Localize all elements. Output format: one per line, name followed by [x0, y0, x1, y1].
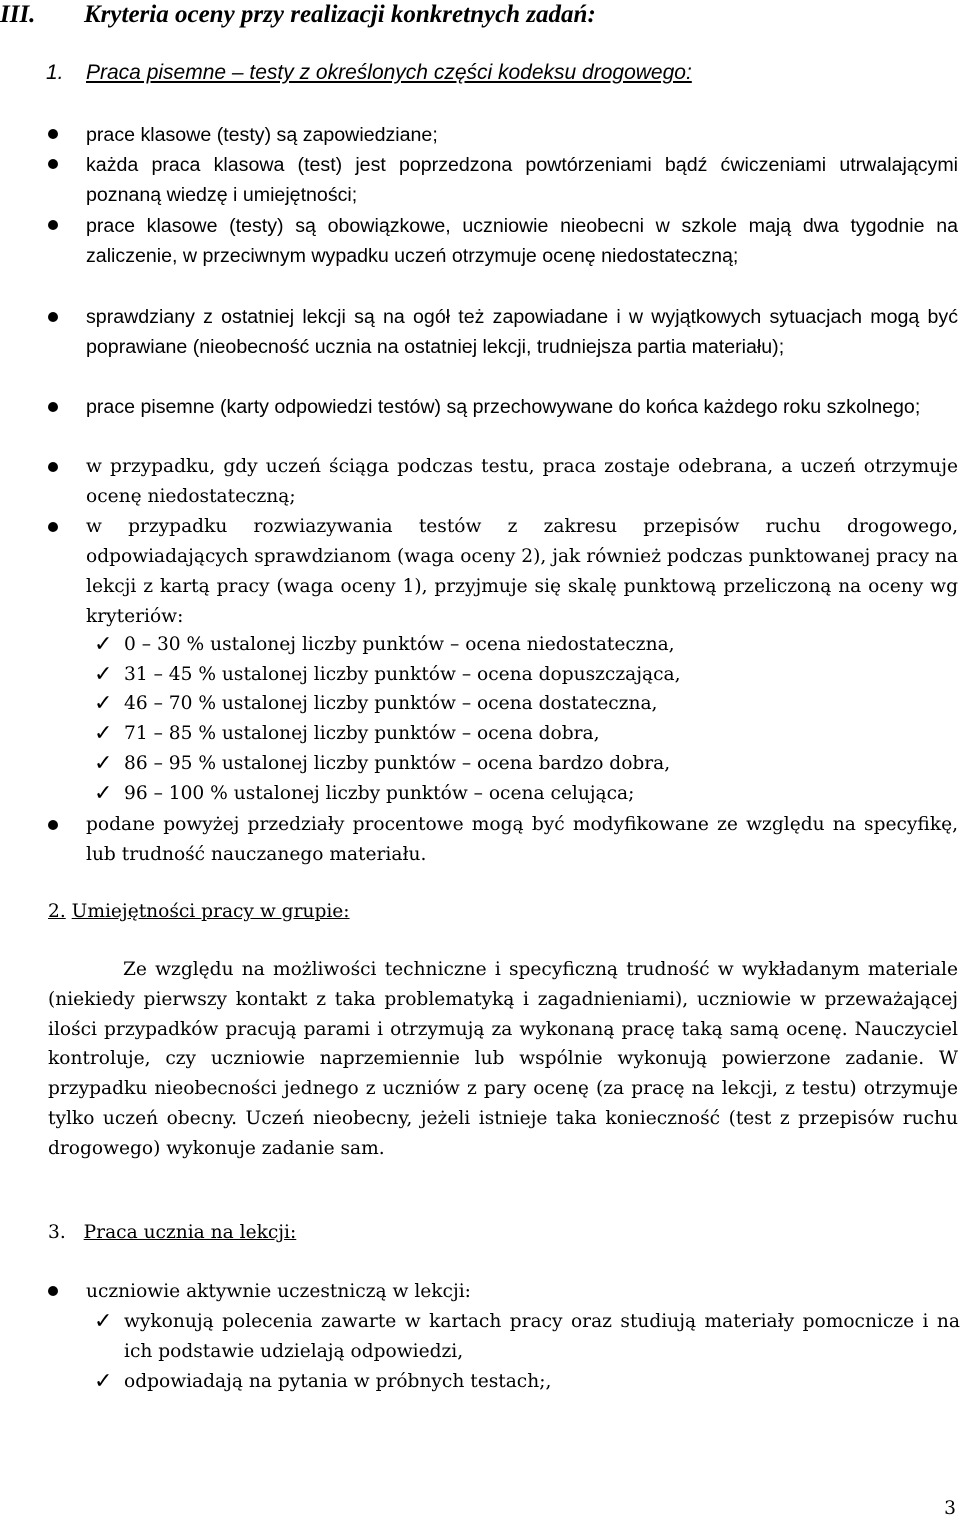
check-item: wykonują polecenia zawarte w kartach pracy oraz studiują materiały pomocnicze i na ich podstawie udzielają odpowiedzi,: [124, 1311, 960, 1362]
grade-item: 96 – 100 % ustalonej liczby punktów – ocena celująca;: [124, 783, 635, 804]
check-icon: ✓: [94, 691, 113, 716]
list-item: podane powyżej przedziały procentowe mogą być modyfikowane ze względu na specyfikę, lub trudność nauczanego materiału.: [86, 814, 958, 865]
section3-title: Praca ucznia na lekcji:: [83, 1222, 297, 1243]
grade-item: 86 – 95 % ustalonej liczby punktów – ocena bardzo dobra,: [124, 753, 671, 774]
check-icon: ✓: [94, 1309, 113, 1334]
grade-item: 0 – 30 % ustalonej liczby punktów – ocena niedostateczna,: [124, 634, 675, 655]
bullet-icon: [48, 402, 58, 412]
bullet-icon: [48, 312, 58, 322]
list-item: w przypadku, gdy uczeń ściąga podczas testu, praca zostaje odebrana, a uczeń otrzymuje ocenę niedostateczną;: [86, 456, 958, 507]
section2-paragraph: [48, 955, 958, 1164]
check-item: odpowiadają na pytania w próbnych testach;,: [124, 1371, 552, 1392]
bullet-icon: [48, 820, 58, 830]
grade-item: 71 – 85 % ustalonej liczby punktów – ocena dobra,: [124, 723, 600, 744]
section1-number: 1.: [46, 61, 64, 84]
section3-number: 3.: [48, 1222, 66, 1243]
page-number: 3: [944, 1498, 956, 1519]
section2-title: Umiejętności pracy w grupie:: [71, 901, 350, 922]
check-icon: ✓: [94, 781, 113, 806]
check-icon: ✓: [94, 1369, 113, 1394]
check-icon: ✓: [94, 662, 113, 687]
bullet-icon: [48, 159, 58, 169]
grade-item: 46 – 70 % ustalonej liczby punktów – ocena dostateczna,: [124, 693, 658, 714]
section3-header: [48, 1218, 296, 1248]
bullet-icon: [48, 522, 58, 532]
list-item: sprawdziany z ostatniej lekcji są na ogół też zapowiadane i w wyjątkowych sytuacjach mogą być poprawiane (nieobecność ucznia na ostatniej lekcji, trudniejsza partia materiału);: [86, 306, 958, 358]
list-item: w przypadku rozwiazywania testów z zakresu przepisów ruchu drogowego, odpowiadających sprawdzianom (waga oceny 2), jak również podczas punktowanej pracy na lekcji z kartą pracy (waga oceny 1), przyjmuje się skalę punktową przeliczoną na oceny wg kryteriów:: [86, 516, 958, 627]
check-icon: ✓: [94, 721, 113, 746]
list-item: prace klasowe (testy) są zapowiedziane;: [86, 124, 438, 146]
bullet-icon: [48, 129, 58, 139]
bullet-icon: [48, 220, 58, 230]
bullet-icon: [48, 1286, 58, 1296]
section2-header: [48, 897, 350, 927]
section2-number: 2.: [48, 901, 66, 922]
heading-text: Kryteria oceny przy realizacji konkretnych zadań:: [84, 1, 596, 28]
heading-number: III.: [0, 1, 36, 28]
section1-title: Praca pisemne – testy z określonych części kodeksu drogowego:: [86, 61, 692, 84]
check-icon: ✓: [94, 751, 113, 776]
check-icon: ✓: [94, 632, 113, 657]
grade-item: 31 – 45 % ustalonej liczby punktów – ocena dopuszczająca,: [124, 664, 681, 685]
list-item: każda praca klasowa (test) jest poprzedzona powtórzeniami bądź ćwiczeniami utrwalającymi poznaną wiedzę i umiejętności;: [86, 154, 958, 206]
list-item: uczniowie aktywnie uczestniczą w lekcji:: [86, 1281, 471, 1302]
bullet-icon: [48, 462, 58, 472]
section-heading: [0, 0, 596, 30]
section2-paragraph-text: Ze względu na możliwości techniczne i specyficzną trudność w wykładanym materiale (niekiedy pierwszy kontakt z taka problematyką i zagadnieniami), uczniowie w przeważającej ilości przypadków pracują parami i otrzymują za wykonaną pracę taką samą ocenę. Nauczyciel kontroluje, czy uczniowie naprzemiennie lub wspólnie wykonują powierzone zadanie. W przypadku nieobecności jednego z uczniów z pary ocenę (za pracę na lekcji, z testu) otrzymuje tylko uczeń obecny. Uczeń nieobecny, jeżeli istnieje taka konieczność (test z przepisów ruchu drogowego) wykonuje zadanie sam.: [48, 959, 958, 1159]
list-item: prace klasowe (testy) są obowiązkowe, uczniowie nieobecni w szkole mają dwa tygodnie na zaliczenie, w przeciwnym wypadku uczeń otrzymuje ocenę niedostateczną;: [86, 215, 958, 267]
list-item: prace pisemne (karty odpowiedzi testów) są przechowywane do końca każdego roku szkolnego;: [86, 396, 921, 418]
